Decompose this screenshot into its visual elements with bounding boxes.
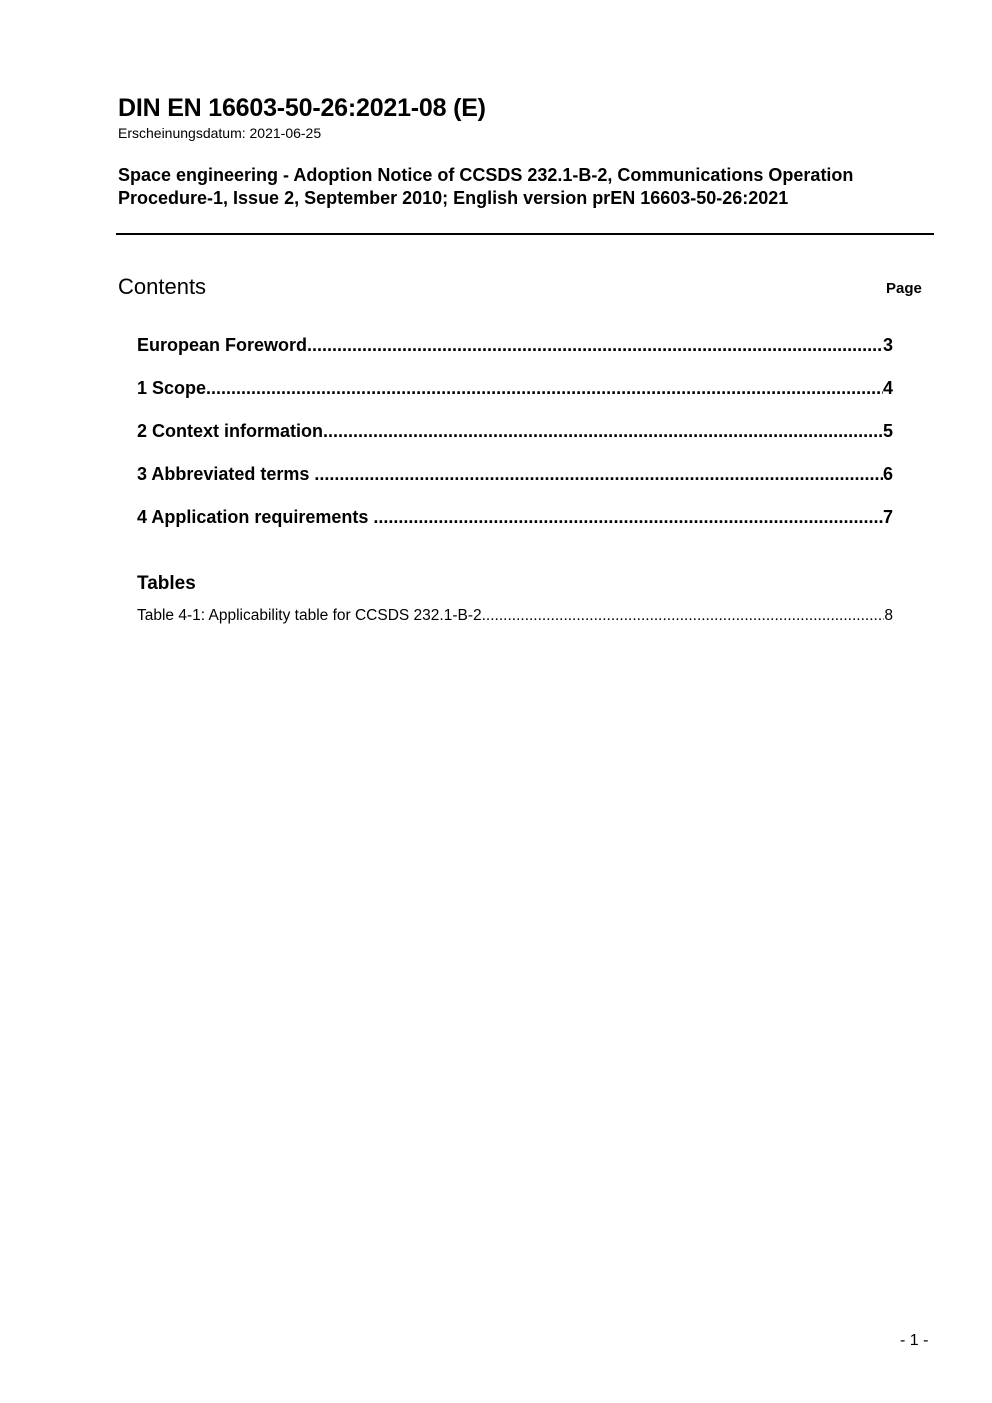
toc-entry-label: 4 Application requirements [137, 507, 374, 527]
page-column-label: Page [886, 280, 922, 297]
table-entry-page: 8 [884, 607, 893, 624]
page-number: - 1 - [900, 1332, 929, 1349]
toc-entry-page: 7 [882, 507, 893, 527]
toc-leader-dots [314, 464, 883, 485]
publication-date: Erscheinungsdatum: 2021-06-25 [118, 125, 322, 141]
toc-entry-page: 5 [882, 421, 893, 441]
title-divider [116, 233, 934, 235]
tables-heading: Tables [137, 573, 196, 594]
toc-entry-context-information[interactable] [137, 421, 893, 464]
toc-entry-label: 3 Abbreviated terms [137, 464, 315, 484]
toc-entry-page: 3 [882, 335, 893, 355]
table-entry-label: Table 4-1: Applicability table for CCSDS 232.1-B-2 [137, 607, 482, 624]
toc-list [137, 335, 893, 550]
document-title: Space engineering - Adoption Notice of CCSDS 232.1-B-2, Communications Operation Procedure-1, Issue 2, September 2010; English version prEN 16603-50-26:2021 [118, 165, 854, 208]
toc-entry-label: 1 Scope [137, 378, 207, 398]
toc-leader-dots [373, 507, 883, 528]
document-id: DIN EN 16603-50-26:2021-08 (E) [118, 94, 486, 122]
toc-leader-dots [323, 421, 883, 442]
tables-list [137, 607, 893, 625]
toc-entry-page: 6 [882, 464, 893, 484]
toc-entry-page: 4 [882, 378, 893, 398]
table-leader-dots [482, 607, 885, 625]
toc-entry-label: 2 Context information [137, 421, 324, 441]
toc-entry-application-requirements[interactable] [137, 507, 893, 550]
toc-entry-european-foreword[interactable] [137, 335, 893, 378]
toc-entry-scope[interactable] [137, 378, 893, 421]
toc-leader-dots [206, 378, 883, 399]
toc-entry-label: European Foreword [137, 335, 308, 355]
table-entry-table-4-1[interactable] [137, 607, 893, 625]
toc-leader-dots [307, 335, 883, 356]
toc-entry-abbreviated-terms[interactable] [137, 464, 893, 507]
contents-heading: Contents [118, 274, 207, 299]
